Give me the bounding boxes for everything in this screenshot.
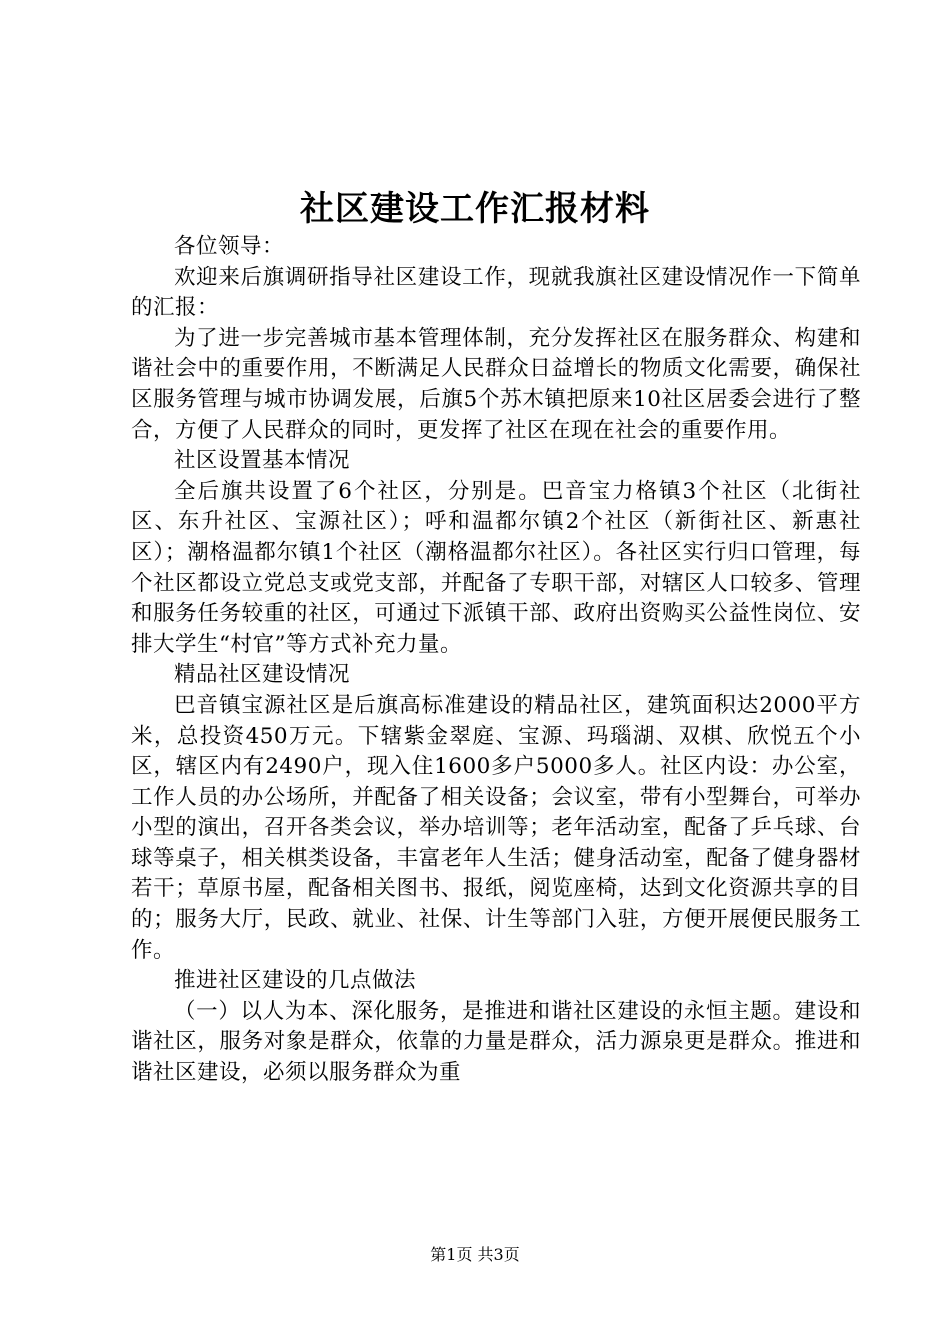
paragraph-basic-situation: 全后旗共设置了6个社区，分别是。巴音宝力格镇3个社区（北街社区、东升社区、宝源社区）；呼和温都尔镇2个社区（新街社区、新惠社区）；潮格温都尔镇1个社区（潮格温都尔社区）。各社区实行归口管理，每个社区都设立党总支或党支部，并配备了专职干部，对辖区人口较多、管理和服务任务较重的社区，可通过下派镇干部、政府出资购买公益性岗位、安排大学生“村官”等方式补充力量。	[131, 478, 861, 657]
section-heading-basic-situation: 社区设置基本情况	[174, 448, 351, 474]
section-heading-practices: 推进社区建设的几点做法	[174, 968, 417, 994]
page-number-footer: 第1页 共3页	[430, 1245, 520, 1264]
document-title: 社区建设工作汇报材料	[300, 189, 650, 229]
paragraph-practice-one: （一）以人为本、深化服务，是推进和谐社区建设的永恒主题。建设和谐社区，服务对象是群众，依靠的力量是群众，活力源泉更是群众。推进和谐社区建设，必须以服务群众为重	[131, 998, 861, 1086]
document-body	[131, 232, 861, 1089]
paragraph-quality-community: 巴音镇宝源社区是后旗高标准建设的精品社区，建筑面积达2000平方米，总投资450万元。下辖紫金翠庭、宝源、玛瑙湖、双棋、欣悦五个小区，辖区内有2490户，现入住1600多户5000多人。社区内设：办公室，工作人员的办公场所，并配备了相关设备；会议室，带有小型舞台，可举办小型的演出，召开各类会议，举办培训等；老年活动室，配备了乒乓球、台球等桌子，相关棋类设备，丰富老年人生活；健身活动室，配备了健身器材若干；草原书屋，配备相关图书、报纸，阅览座椅，达到文化资源共享的目的；服务大厅，民政、就业、社保、计生等部门入驻，方便开展便民服务工作。	[131, 692, 861, 963]
section-heading-quality-community: 精品社区建设情况	[174, 662, 351, 688]
paragraph-intro: 欢迎来后旗调研指导社区建设工作，现就我旗社区建设情况作一下简单的汇报：	[131, 264, 861, 321]
paragraph-greeting: 各位领导：	[174, 234, 285, 259]
paragraph-background: 为了进一步完善城市基本管理体制，充分发挥社区在服务群众、构建和谐社会中的重要作用，不断满足人民群众日益增长的物质文化需要，确保社区服务管理与城市协调发展，后旗5个苏木镇把原来10社区居委会进行了整合，方便了人民群众的同时，更发挥了社区在现在社会的重要作用。	[131, 325, 861, 443]
